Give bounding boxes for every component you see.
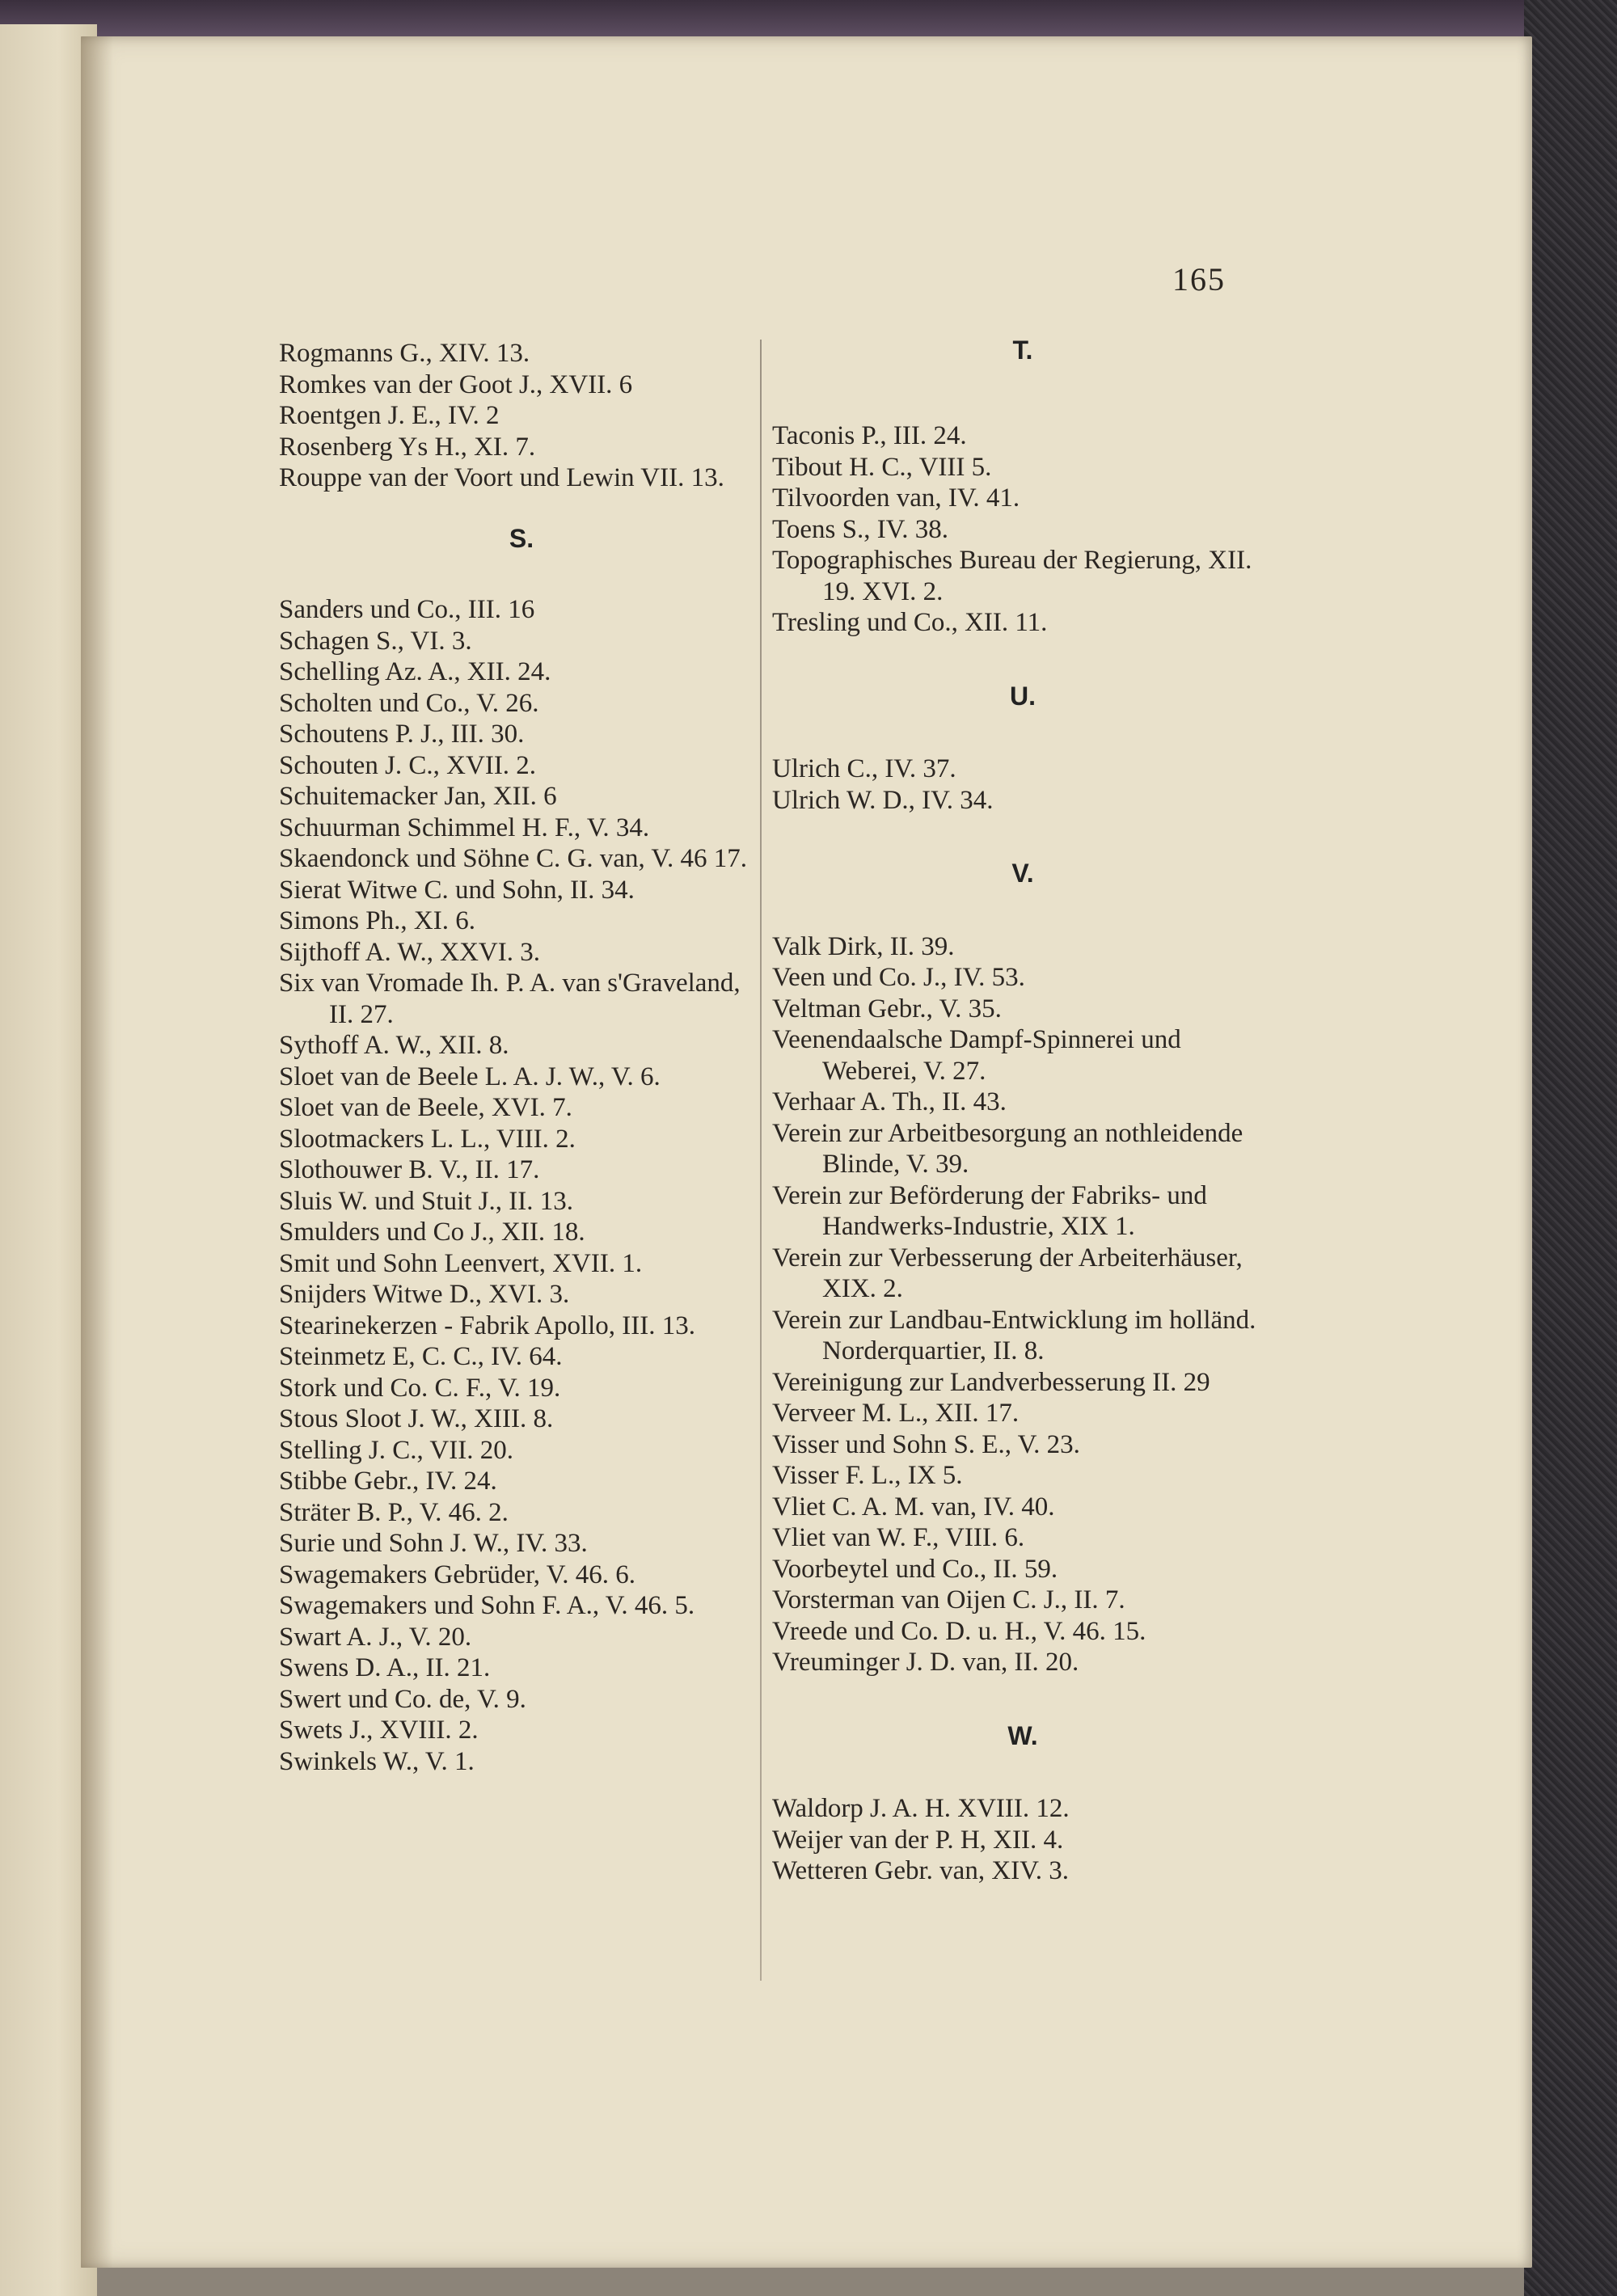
index-entry: Schoutens P. J., III. 30. xyxy=(279,720,525,749)
index-entry: Skaendonck und Söhne C. G. van, V. 46 17. xyxy=(279,844,748,873)
index-entry: Vliet van W. F., VIII. 6. xyxy=(772,1523,1025,1552)
index-entry: Surie und Sohn J. W., IV. 33. xyxy=(279,1529,588,1558)
index-entry: Verein zur Verbesserung der Arbeiterhäuser, XIX. 2. xyxy=(772,1243,1243,1303)
index-entry: Vreuminger J. D. van, II. 20. xyxy=(772,1648,1079,1677)
index-entry: Swagemakers und Sohn F. A., V. 46. 5. xyxy=(279,1591,695,1620)
section-heading-v: V. xyxy=(1011,859,1034,888)
index-entry: Wetteren Gebr. van, XIV. 3. xyxy=(772,1856,1069,1885)
index-entry: Swens D. A., II. 21. xyxy=(279,1653,491,1682)
index-entry: Stearinekerzen - Fabrik Apollo, III. 13. xyxy=(279,1310,696,1340)
index-entry: Sträter B. P., V. 46. 2. xyxy=(279,1497,509,1527)
index-entry: Valk Dirk, II. 39. xyxy=(772,931,955,961)
index-entry: Sythoff A. W., XII. 8. xyxy=(279,1031,509,1060)
index-entry: Swagemakers Gebrüder, V. 46. 6. xyxy=(279,1560,636,1589)
index-entry: Schouten J. C., XVII. 2. xyxy=(279,750,537,780)
index-entry: Rouppe van der Voort und Lewin VII. 13. xyxy=(279,463,724,492)
index-entry: Sluis W. und Stuit J., II. 13. xyxy=(279,1186,573,1216)
index-entry: Weijer van der P. H, XII. 4. xyxy=(772,1825,1064,1855)
index-entry: Slootmackers L. L., VIII. 2. xyxy=(279,1124,576,1154)
r-entries xyxy=(279,338,764,494)
index-entry: Tilvoorden van, IV. 41. xyxy=(772,483,1020,513)
index-entry: Schuitemacker Jan, XII. 6 xyxy=(279,782,557,811)
section-heading-s: S. xyxy=(509,523,534,553)
index-entry: Sierat Witwe C. und Sohn, II. 34. xyxy=(279,875,635,905)
index-entry: Rosenberg Ys H., XI. 7. xyxy=(279,432,536,462)
index-entry: Stous Sloot J. W., XIII. 8. xyxy=(279,1404,554,1433)
index-entry: Schuurman Schimmel H. F., V. 34. xyxy=(279,812,650,842)
index-entry: Sloet van de Beele L. A. J. W., V. 6. xyxy=(279,1061,661,1091)
page-gutter-shadow xyxy=(81,36,113,2268)
u-entries xyxy=(772,753,1273,816)
v-entries xyxy=(772,931,1273,1678)
index-entry: Swets J., XVIII. 2. xyxy=(279,1716,479,1745)
index-entry: Roentgen J. E., IV. 2 xyxy=(279,401,500,430)
index-entry: Snijders Witwe D., XVI. 3. xyxy=(279,1280,570,1309)
index-entry: Ulrich W. D., IV. 34. xyxy=(772,785,994,815)
index-entry: Sanders und Co., III. 16 xyxy=(279,595,535,624)
index-entry: Scholten und Co., V. 26. xyxy=(279,688,539,718)
index-entry: Stelling J. C., VII. 20. xyxy=(279,1435,513,1465)
section-heading-u: U. xyxy=(1010,681,1036,711)
s-entries xyxy=(279,594,764,1777)
t-entries xyxy=(772,420,1273,639)
index-entry: Swinkels W., V. 1. xyxy=(279,1746,475,1776)
index-entry: Slothouwer B. V., II. 17. xyxy=(279,1155,540,1184)
page-number: 165 xyxy=(1172,261,1226,298)
index-entry: Swart A. J., V. 20. xyxy=(279,1622,472,1652)
index-entry: Tibout H. C., VIII 5. xyxy=(772,452,992,482)
index-entry: Taconis P., III. 24. xyxy=(772,421,967,450)
index-entry: Six van Vromade Ih. P. A. van s'Graveland, II. 27. xyxy=(279,969,741,1029)
index-entry: Stork und Co. C. F., V. 19. xyxy=(279,1373,561,1403)
index-entry: Sijthoff A. W., XXVI. 3. xyxy=(279,937,541,967)
index-entry: Verein zur Beförderung der Fabriks- und Handwerks-Industrie, XIX 1. xyxy=(772,1180,1207,1241)
index-entry: Waldorp J. A. H. XVIII. 12. xyxy=(772,1794,1070,1823)
index-entry: Vreede und Co. D. u. H., V. 46. 15. xyxy=(772,1616,1146,1646)
index-entry: Ulrich C., IV. 37. xyxy=(772,754,956,783)
index-column-left xyxy=(279,338,764,1777)
index-entry: Sloet van de Beele, XVI. 7. xyxy=(279,1093,572,1122)
index-entry: Simons Ph., XI. 6. xyxy=(279,906,475,935)
index-column-right xyxy=(772,336,1273,1887)
index-entry: Smit und Sohn Leenvert, XVII. 1. xyxy=(279,1248,643,1278)
index-entry: Smulders und Co J., XII. 18. xyxy=(279,1218,585,1247)
index-entry: Stibbe Gebr., IV. 24. xyxy=(279,1467,497,1496)
index-entry: Visser F. L., IX 5. xyxy=(772,1461,963,1490)
section-heading-w: W. xyxy=(1007,1720,1038,1750)
index-entry: Veen und Co. J., IV. 53. xyxy=(772,963,1025,992)
w-entries xyxy=(772,1793,1273,1887)
index-entry: Visser und Sohn S. E., V. 23. xyxy=(772,1429,1080,1459)
index-entry: Veltman Gebr., V. 35. xyxy=(772,994,1002,1023)
index-entry: Verein zur Arbeitbesorgung an nothleidende Blinde, V. 39. xyxy=(772,1118,1243,1179)
index-entry: Verein zur Landbau-Entwicklung im holländ. Norderquartier, II. 8. xyxy=(772,1305,1256,1365)
index-entry: Veenendaalsche Dampf-Spinnerei und Weberei, V. 27. xyxy=(772,1025,1181,1086)
index-entry: Steinmetz E, C. C., IV. 64. xyxy=(279,1342,563,1371)
index-entry: Vorsterman van Oijen C. J., II. 7. xyxy=(772,1585,1125,1614)
index-entry: Tresling und Co., XII. 11. xyxy=(772,608,1048,637)
index-entry: Rogmanns G., XIV. 13. xyxy=(279,339,530,368)
book-cover-edge xyxy=(1524,0,1617,2296)
index-entry: Verhaar A. Th., II. 43. xyxy=(772,1087,1007,1116)
index-entry: Verveer M. L., XII. 17. xyxy=(772,1399,1020,1428)
index-entry: Vliet C. A. M. van, IV. 40. xyxy=(772,1492,1055,1522)
index-entry: Schelling Az. A., XII. 24. xyxy=(279,657,551,686)
index-entry: Schagen S., VI. 3. xyxy=(279,626,472,656)
index-entry: Voorbeytel und Co., II. 59. xyxy=(772,1554,1058,1584)
index-entry: Topographisches Bureau der Regierung, XII. 19. XVI. 2. xyxy=(772,546,1252,606)
index-entry: Swert und Co. de, V. 9. xyxy=(279,1684,526,1714)
index-entry: Vereinigung zur Landverbesserung II. 29 xyxy=(772,1367,1210,1397)
section-heading-t: T. xyxy=(1012,336,1033,365)
index-entry: Toens S., IV. 38. xyxy=(772,514,949,544)
index-entry: Romkes van der Goot J., XVII. 6 xyxy=(279,369,633,399)
